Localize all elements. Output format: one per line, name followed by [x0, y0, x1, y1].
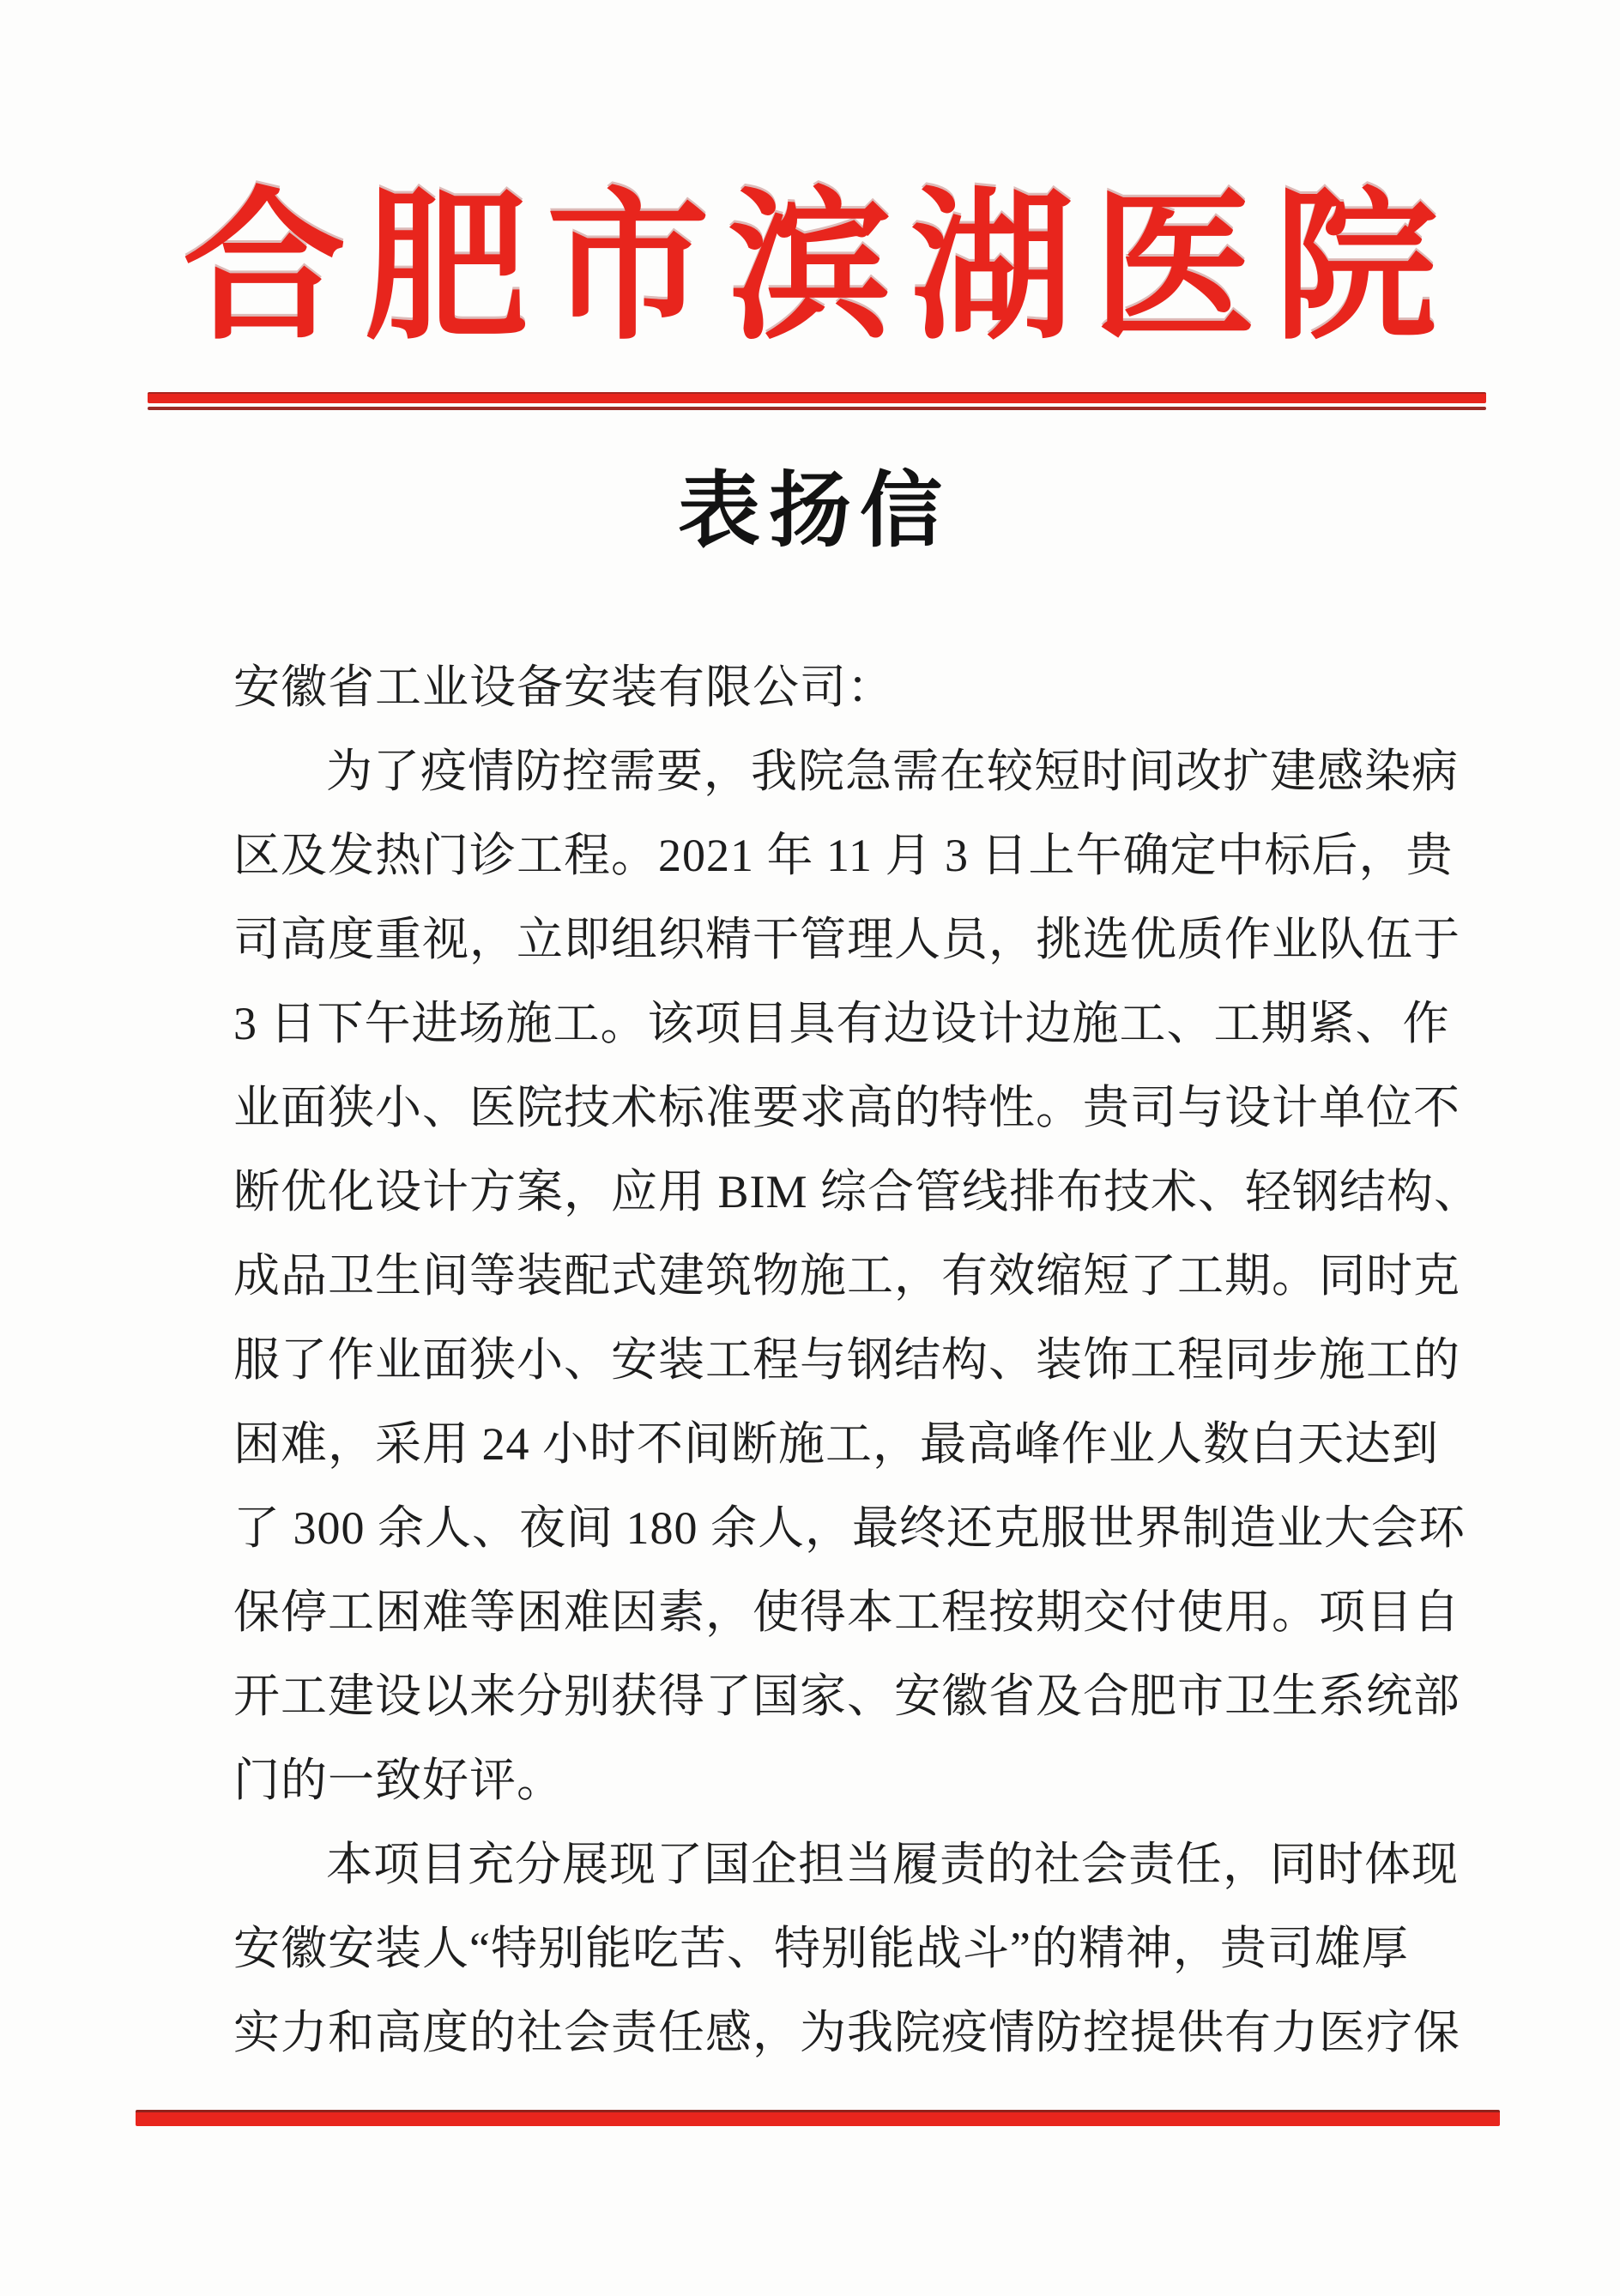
body-line: 区及发热门诊工程。2021 年 11 月 3 日上午确定中标后，贵 [233, 830, 1454, 881]
body-line: 了 300 余人、夜间 180 余人，最终还克服世界制造业大会环 [233, 1502, 1466, 1554]
body-line: 成品卫生间等装配式建筑物施工，有效缩短了工期。同时克 [233, 1250, 1460, 1302]
body-line: 断优化设计方案，应用 BIM 综合管线排布技术、轻钢结构、 [233, 1166, 1482, 1217]
body-line: 本项目充分展现了国企担当履责的社会责任，同时体现 [326, 1839, 1459, 1890]
body-line: 服了作业面狭小、安装工程与钢结构、装饰工程同步施工的 [233, 1334, 1460, 1386]
body-line: 开工建设以来分别获得了国家、安徽省及合肥市卫生系统部 [233, 1671, 1460, 1722]
footer-divider [136, 2110, 1500, 2126]
body-line: 实力和高度的社会责任感，为我院疫情防控提供有力医疗保 [233, 2007, 1460, 2058]
body-line: 安徽安装人“特别能吃苦、特别能战斗”的精神，贵司雄厚 [233, 1923, 1409, 1974]
body-line: 业面狭小、医院技术标准要求高的特性。贵司与设计单位不 [233, 1082, 1460, 1133]
header-divider-thick-line [148, 392, 1486, 403]
body-line: 门的一致好评。 [233, 1755, 564, 1806]
hospital-name: 合肥市滨湖医院 [182, 179, 1456, 360]
body-line: 为了疫情防控需要，我院急需在较短时间改扩建感染病 [326, 746, 1459, 797]
body-line: 困难，采用 24 小时不间断施工，最高峰作业人数白天达到 [233, 1418, 1439, 1470]
body-line: 司高度重视，立即组织精干管理人员，挑选优质作业队伍于 [233, 914, 1460, 965]
body-line: 安徽省工业设备安装有限公司： [233, 662, 894, 713]
letter-title: 表扬信 [678, 465, 951, 557]
body-line: 3 日下午进场施工。该项目具有边设计边施工、工期紧、作 [233, 998, 1450, 1049]
header-divider [148, 392, 1486, 410]
body-line: 保停工困难等困难因素，使得本工程按期交付使用。项目自 [233, 1586, 1460, 1638]
header-divider-thin-line [148, 407, 1486, 410]
letter-body [233, 645, 1482, 2075]
